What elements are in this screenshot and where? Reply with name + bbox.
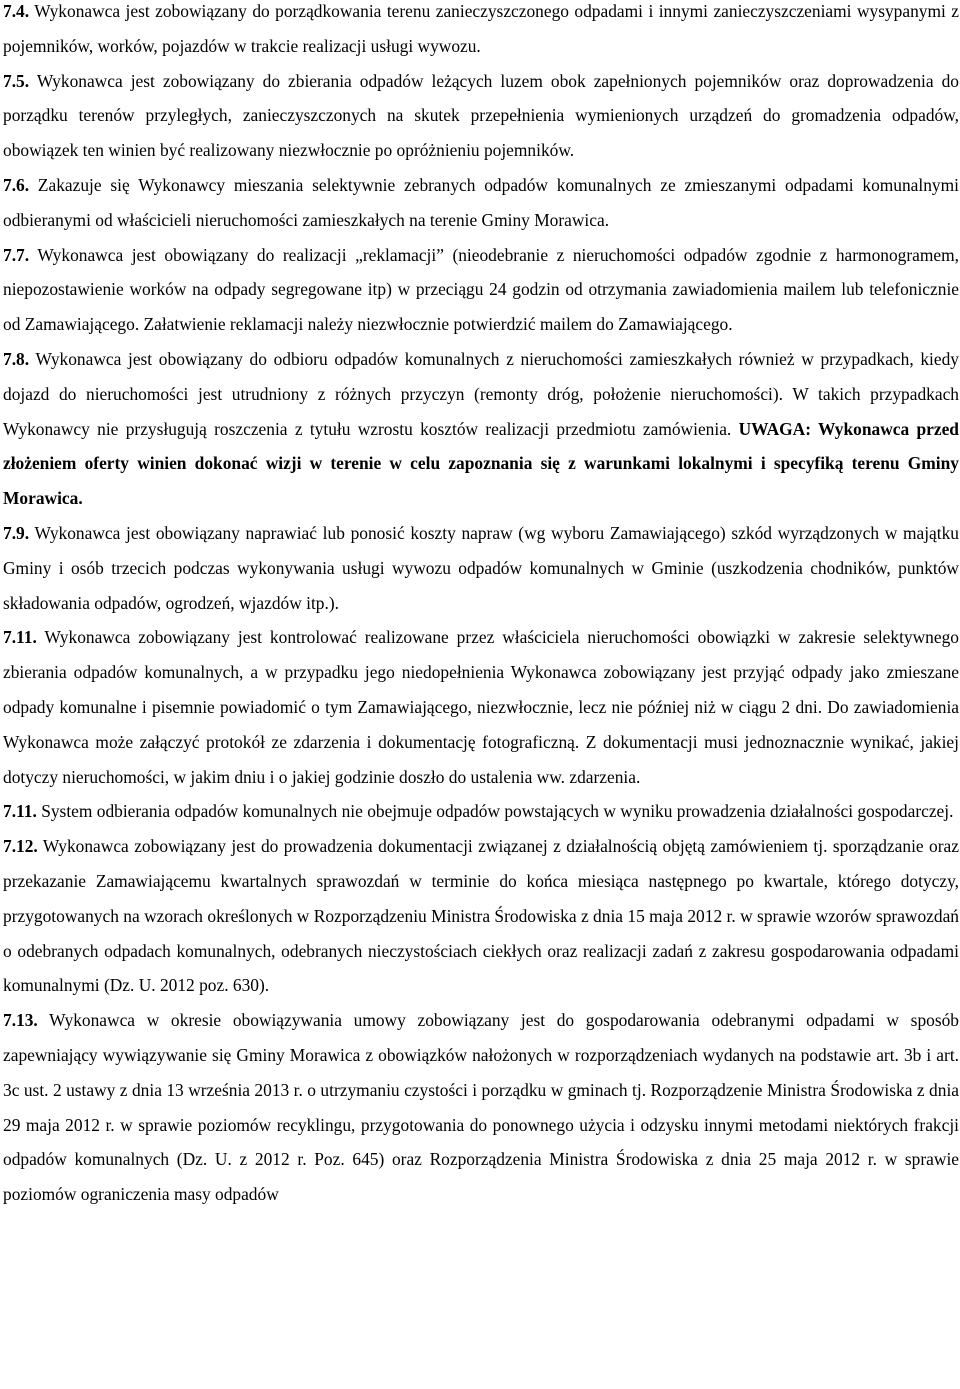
- paragraph-number: 7.13.: [3, 1010, 38, 1031]
- paragraph-7-12: [3, 829, 959, 1003]
- paragraph-text: System odbierania odpadów komunalnych nie obejmuje odpadów powstających w wyniku prowadzenia działalności gospodarczej.: [41, 801, 954, 822]
- paragraph-number: 7.7.: [3, 244, 30, 265]
- paragraph-text: Wykonawca w okresie obowiązywania umowy zobowiązany jest do gospodarowania odebranymi odpadami w sposób zapewniający wywiązywanie się Gminy Morawica z obowiązków nałożonych w rozporządzeniach wydanych na podstawie art. 3b i art. 3c ust. 2 ustawy z dnia 13 września 2013 r. o utrzymaniu czystości i porządku w gminach tj. Rozporządzenie Ministra Środowiska z dnia 29 maja 2012 r. w sprawie poziomów recyklingu, przygotowania do ponownego użycia i odzysku innymi metodami niektórych frakcji odpadów komunalnych (Dz. U. z 2012 r. Poz. 645) oraz Rozporządzenia Ministra Środowiska z dnia 25 maja 2012 r. w sprawie poziomów ograniczenia masy odpadów: [3, 1010, 959, 1205]
- paragraph-7-11-b: [3, 794, 959, 829]
- document-page: [3, 0, 959, 1212]
- warning-note: UWAGA: Wykonawca przed złożeniem oferty winien dokonać wizji w terenie w celu zapoznania się z warunkami lokalnymi i specyfiką terenu Gminy Morawica.: [3, 418, 959, 509]
- paragraph-7-13: [3, 1003, 959, 1212]
- paragraph-number: 7.6.: [3, 174, 30, 195]
- paragraph-number: 7.12.: [3, 836, 38, 857]
- paragraph-text: Wykonawca zobowiązany jest kontrolować realizowane przez właściciela nieruchomości obowiązki w zakresie selektywnego zbierania odpadów komunalnych, a w przypadku jego niedopełnienia Wykonawca zobowiązany jest przyjąć odpady jako zmieszane odpady komunalne i pisemnie powiadomić o tym Zamawiającego, niezwłocznie, lecz nie później niż w ciągu 2 dni. Do zawiadomienia Wykonawca może załączyć protokół ze zdarzenia i dokumentację fotograficzną. Z dokumentacji musi jednoznacznie wynikać, jakiej dotyczy nieruchomości, w jakim dniu i o jakiej godzinie doszło do ustalenia ww. zdarzenia.: [3, 627, 959, 787]
- paragraph-7-9: [3, 516, 959, 620]
- paragraph-7-5: [3, 64, 959, 168]
- paragraph-number: 7.4.: [3, 1, 30, 21]
- paragraph-text: Zakazuje się Wykonawcy mieszania selektywnie zebranych odpadów komunalnych ze zmieszanymi odpadami komunalnymi odbieranymi od właścicieli nieruchomości zamieszkałych na terenie Gminy Morawica.: [3, 174, 959, 230]
- paragraph-text: Wykonawca jest zobowiązany do zbierania odpadów leżących luzem obok zapełnionych pojemników oraz doprowadzenia do porządku terenów przyległych, zanieczyszczonych na skutek przepełnienia wymienionych urządzeń do gromadzenia odpadów, obowiązek ten winien być realizowany niezwłocznie po opróżnieniu pojemników.: [3, 70, 959, 161]
- paragraph-7-8: [3, 342, 959, 516]
- paragraph-text: Wykonawca zobowiązany jest do prowadzenia dokumentacji związanej z działalnością objętą zamówieniem tj. sporządzanie oraz przekazanie Zamawiającemu kwartalnych sprawozdań w terminie do końca miesiąca następnego po kwartale, którego dotyczy, przygotowanych na wzorach określonych w Rozporządzeniu Ministra Środowiska z dnia 15 maja 2012 r. w sprawie wzorów sprawozdań o odebranych odpadach komunalnych, odebranych nieczystościach ciekłych oraz realizacji zadań z zakresu gospodarowania odpadami komunalnymi (Dz. U. 2012 poz. 630).: [3, 836, 959, 996]
- paragraph-7-7: [3, 238, 959, 342]
- paragraph-number: 7.8.: [3, 348, 30, 369]
- paragraph-text: Wykonawca jest zobowiązany do porządkowania terenu zanieczyszczonego odpadami i innymi zanieczyszczeniami wysypanymi z pojemników, worków, pojazdów w trakcie realizacji usługi wywozu.: [3, 1, 959, 56]
- paragraph-7-6: [3, 168, 959, 238]
- paragraph-text: Wykonawca jest obowiązany do realizacji „reklamacji” (nieodebranie z nieruchomości odpadów zgodnie z harmonogramem, niepozostawienie worków na odpady segregowane itp) w przeciągu 24 godzin od otrzymania zawiadomienia mailem lub telefonicznie od Zamawiającego. Załatwienie reklamacji należy niezwłocznie potwierdzić mailem do Zamawiającego.: [3, 244, 959, 335]
- paragraph-number: 7.9.: [3, 522, 30, 543]
- paragraph-number: 7.5.: [3, 70, 30, 91]
- paragraph-7-4: [3, 0, 959, 64]
- paragraph-number: 7.11.: [3, 627, 37, 648]
- paragraph-number: 7.11.: [3, 801, 37, 822]
- paragraph-text: Wykonawca jest obowiązany naprawiać lub ponosić koszty napraw (wg wyboru Zamawiającego) szkód wyrządzonych w majątku Gminy i osób trzecich podczas wykonywania usługi wywozu odpadów komunalnych w Gminie (uszkodzenia chodników, punktów składowania odpadów, ogrodzeń, wjazdów itp.).: [3, 522, 959, 613]
- paragraph-text: Wykonawca jest obowiązany do odbioru odpadów komunalnych z nieruchomości zamieszkałych również w przypadkach, kiedy dojazd do nieruchomości jest utrudniony z różnych przyczyn (remonty dróg, położenie nieruchomości). W takich przypadkach Wykonawcy nie przysługują roszczenia z tytułu wzrostu kosztów realizacji przedmiotu zamówienia.: [3, 348, 959, 439]
- paragraph-7-11-a: [3, 620, 959, 794]
